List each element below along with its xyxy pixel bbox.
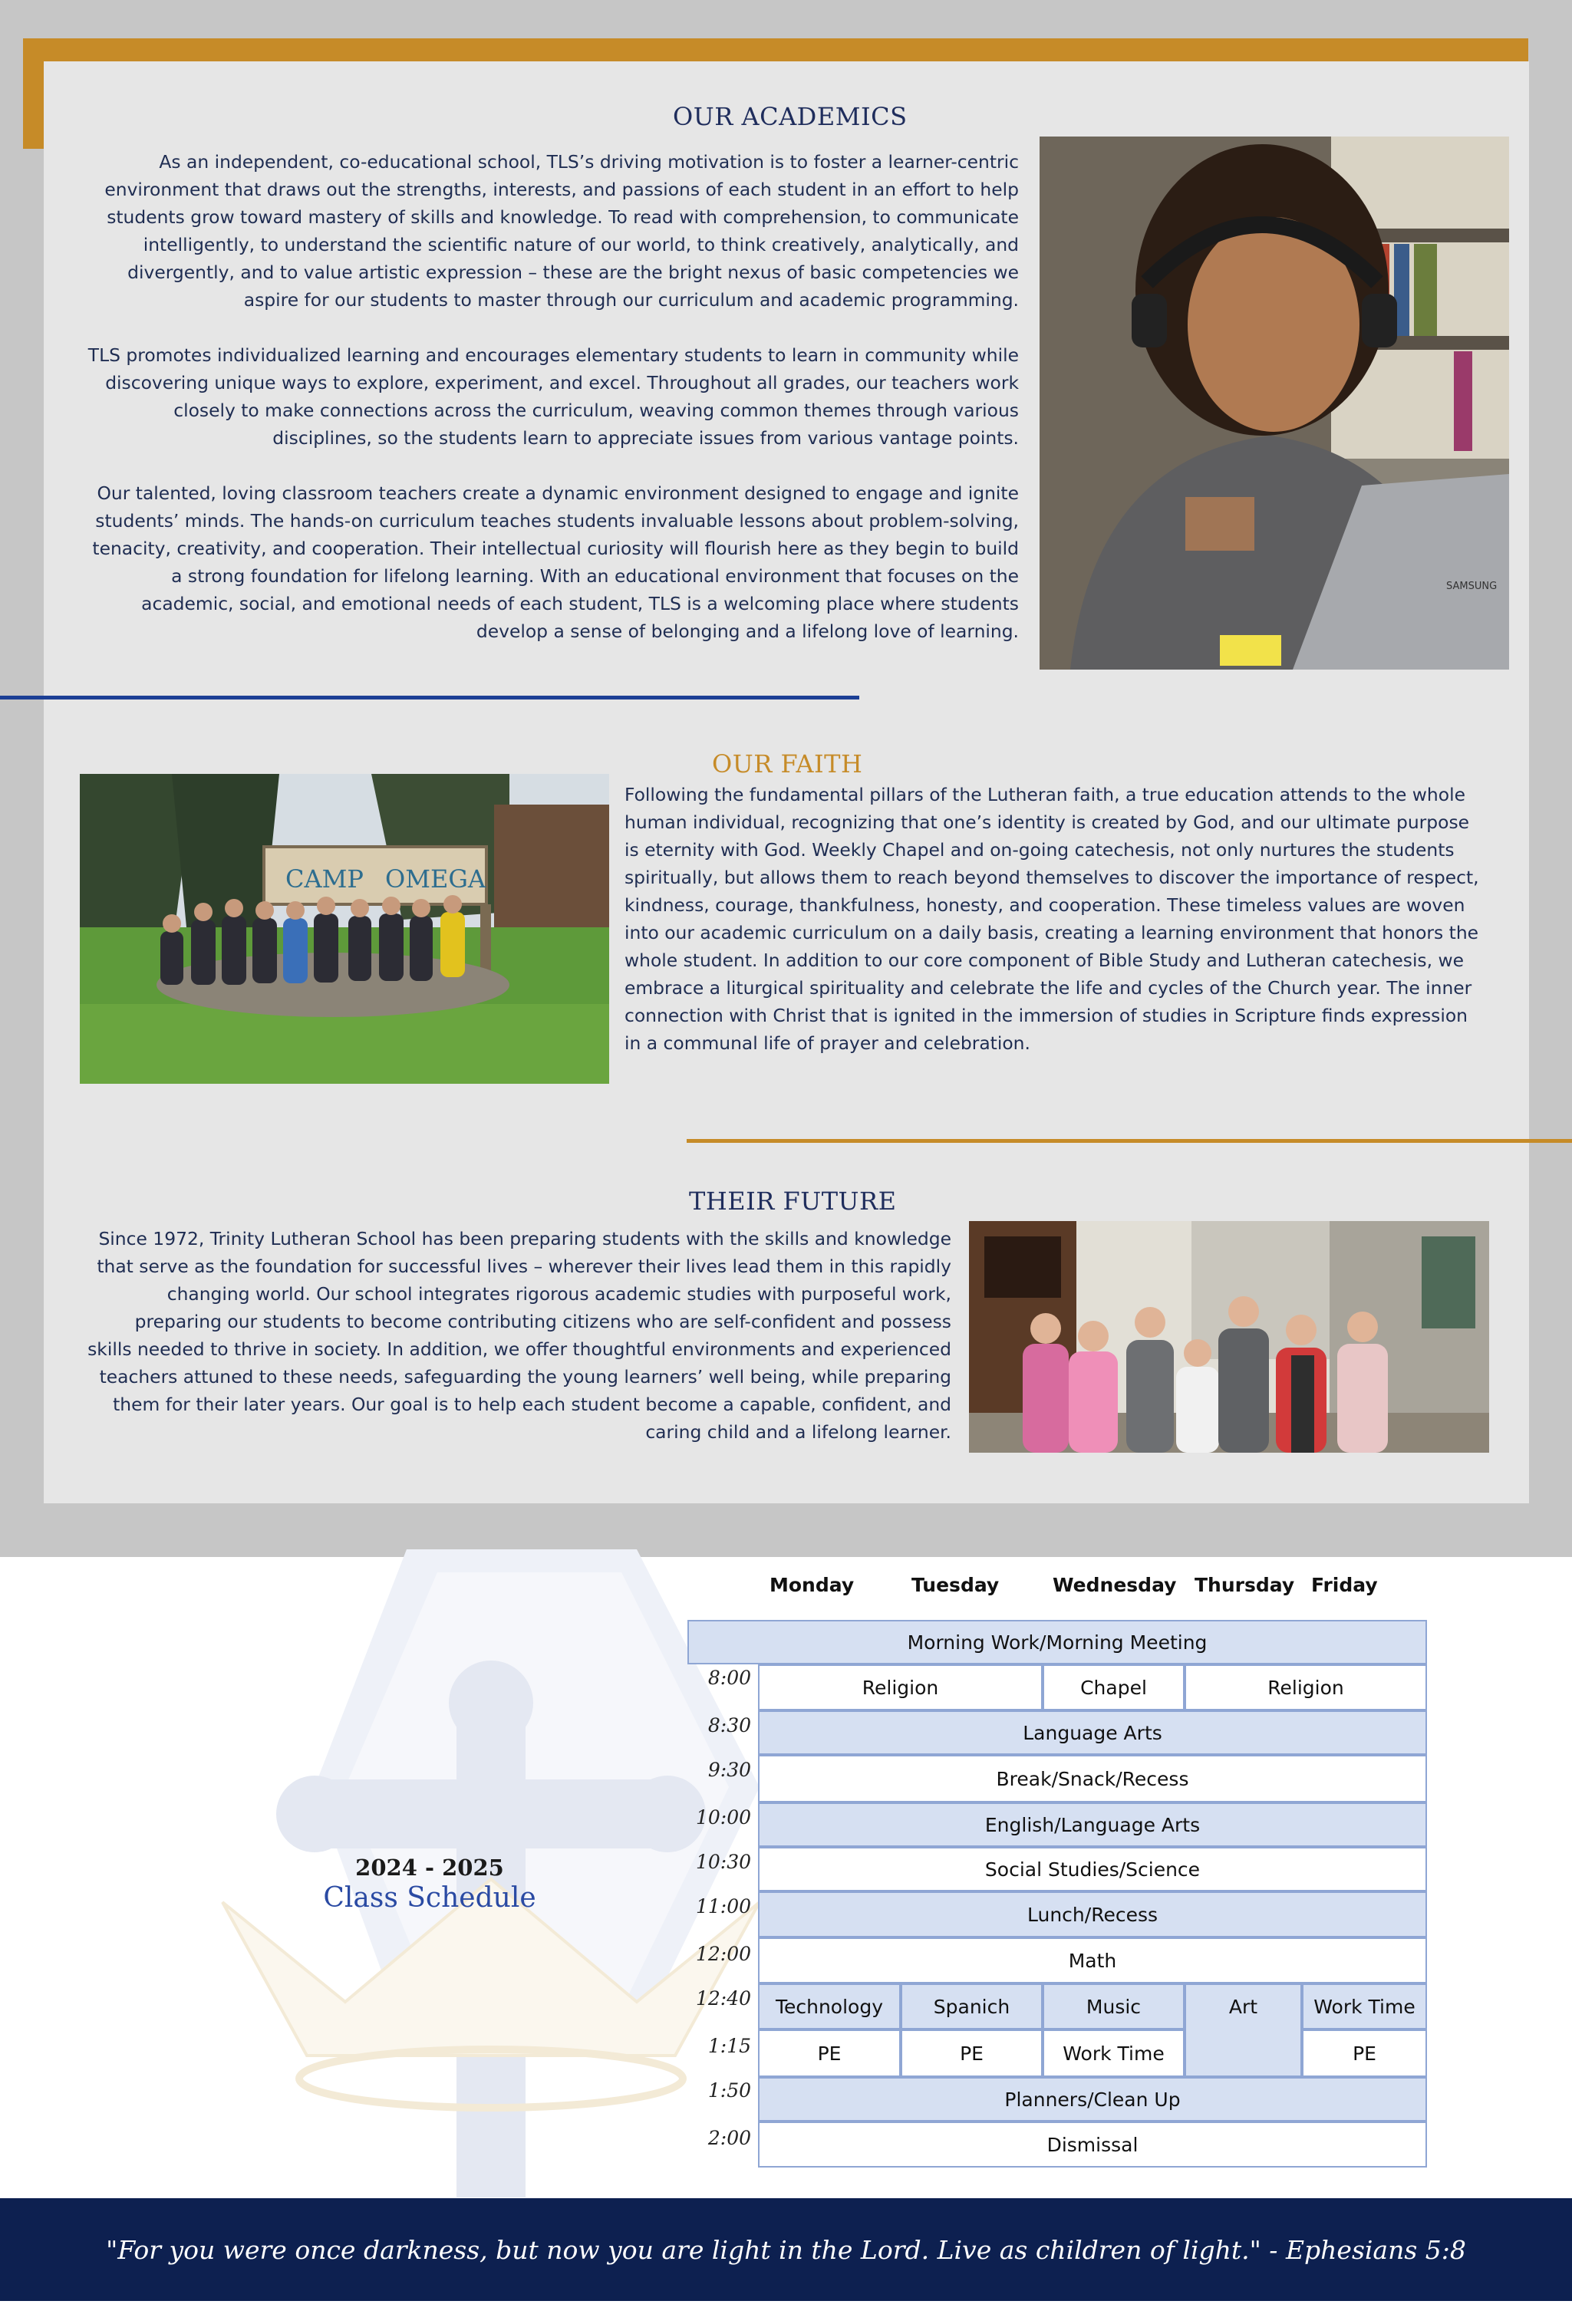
academics-paragraph-3: Our talented, loving classroom teachers create a dynamic environment designed to engage and ignite students’ minds. The hands-on curriculum teaches students invaluable lessons about problem-solving, tenacity, creativity, and cooperation. Their intellectual curiosity will flourish here as they begin to build a strong foundation for lifelong learning. With an educational environment that focuses on the academic, social, and emotional needs of each student, TLS is a welcoming place where students develop a sense of belonging and a lifelong love of learning.: [92, 482, 1019, 642]
student-laptop-photo: [1040, 137, 1509, 670]
schedule-cell: Break/Snack/Recess: [758, 1755, 1427, 1802]
camp-sign-left: CAMP: [285, 864, 364, 894]
academics-heading: OUR ACADEMICS: [673, 102, 908, 131]
schedule-cell: PE: [901, 2029, 1043, 2077]
schedule-cell: Religion: [758, 1664, 1043, 1710]
time-label: 11:00: [695, 1895, 751, 1917]
schedule-cell: English/Language Arts: [758, 1802, 1427, 1847]
faith-paragraph: Following the fundamental pillars of the Lutheran faith, a true education attends to the whole human individual, recognizing that one’s identity is created by God, and our ultimate purpose is eternity with God. Weekly Chapel and on-going catechesis, not only nurtures the students spiritually, but allows them to reach beyond themselves to discover the importance of respect, kindness, courage, thankfulness, honesty, and cooperation. These timeless values are woven into our academic curriculum on a daily basis, creating a learning environment that honors the whole student. In addition to our core component of Bible Study and Lutheran catechesis, we embrace a liturgical spirituality and celebrate the life and cycles of the Church year. The inner connection with Christ that is ignited in the immersion of studies in Scripture finds expression in a communal life of prayer and celebration.: [625, 784, 1479, 1054]
time-label: 2:00: [707, 2127, 751, 2149]
schedule-cell: Music: [1043, 1983, 1185, 2029]
schedule-cell: PE: [758, 2029, 901, 2077]
schedule-cell: Language Arts: [758, 1710, 1427, 1755]
day-tuesday: Tuesday: [911, 1574, 1000, 1596]
schedule-cell: Lunch/Recess: [758, 1891, 1427, 1937]
schedule-cell: Work Time: [1302, 1983, 1427, 2029]
footer-verse: "For you were once darkness, but now you are light in the Lord. Live as children of light." - Ephesians 5:8: [106, 2234, 1466, 2265]
day-thursday: Thursday: [1195, 1574, 1295, 1596]
time-label: 9:30: [707, 1759, 751, 1781]
time-label: 12:00: [695, 1943, 751, 1965]
schedule-cell: Social Studies/Science: [758, 1847, 1427, 1891]
time-label: 10:00: [695, 1806, 751, 1829]
time-label: 10:30: [695, 1851, 751, 1873]
future-paragraph: Since 1972, Trinity Lutheran School has been preparing students with the skills and knowledge that serve as the foundation for successful lives – wherever their lives lead them in this rapidly changing world. Our school integrates rigorous academic studies with purposeful work, preparing our students to become contributing citizens who are self-confident and possess skills needed to thrive in society. In addition, we offer thoughtful environments and experienced teachers attuned to these needs, safeguarding the young learners’ well being, while preparing them for their later years. Our goal is to help each student become a capable, confident, and caring child and a lifelong learner.: [87, 1228, 951, 1443]
camp-omega-photo: [80, 774, 609, 1084]
faith-text: [625, 781, 1484, 1057]
gold-divider: [687, 1139, 1572, 1143]
schedule-cell: Religion: [1185, 1664, 1427, 1710]
schedule-cell: Planners/Clean Up: [758, 2077, 1427, 2122]
time-label: 1:15: [707, 2035, 751, 2057]
day-monday: Monday: [770, 1574, 855, 1596]
schedule-cell: Work Time: [1043, 2029, 1185, 2077]
schedule-year: 2024 - 2025: [355, 1855, 504, 1881]
time-label: 1:50: [707, 2079, 751, 2102]
schedule-cell: Art: [1185, 1983, 1302, 2077]
blue-divider: [0, 696, 859, 700]
academics-paragraph-2: TLS promotes individualized learning and encourages elementary students to learn in community while discovering unique ways to explore, experiment, and excel. Throughout all grades, our teachers work closely to make connections across the curriculum, weaving common themes through various disciplines, so the students learn to appreciate issues from various vantage points.: [87, 344, 1019, 449]
academics-text: [83, 148, 1019, 645]
time-label: 12:40: [695, 1987, 751, 2010]
faith-heading: OUR FAITH: [712, 749, 863, 779]
time-label: 8:30: [707, 1714, 751, 1736]
academics-paragraph-1: As an independent, co-educational school, TLS’s driving motivation is to foster a learner-centric environment that draws out the strengths, interests, and passions of each student in an effort to help students grow toward mastery of skills and knowledge. To read with comprehension, to communicate intelligently, to understand the scientific nature of our world, to think creatively, analytically, and divergently, and to value artistic expression – these are the bright nexus of basic competencies we aspire for our students to master through our curriculum and academic programming.: [104, 151, 1019, 311]
schedule-cell: Dismissal: [758, 2122, 1427, 2168]
schedule-cell: PE: [1302, 2029, 1427, 2077]
footer-banner: [0, 2198, 1572, 2301]
camp-sign-right: OMEGA: [385, 864, 486, 894]
day-friday: Friday: [1311, 1574, 1378, 1596]
schedule-cell: Spanich: [901, 1983, 1043, 2029]
schedule-cell: Chapel: [1043, 1664, 1185, 1710]
schedule-cell: Morning Work/Morning Meeting: [687, 1620, 1427, 1664]
schedule-title: Class Schedule: [323, 1882, 536, 1914]
day-wednesday: Wednesday: [1053, 1574, 1177, 1596]
future-heading: THEIR FUTURE: [689, 1187, 897, 1216]
laptop-brand-label: SAMSUNG: [1446, 581, 1498, 592]
students-group-photo: [969, 1221, 1489, 1453]
schedule-cell: Technology: [758, 1983, 901, 2029]
schedule-cell: Math: [758, 1937, 1427, 1983]
time-label: 8:00: [707, 1667, 751, 1689]
future-text: [86, 1225, 951, 1446]
